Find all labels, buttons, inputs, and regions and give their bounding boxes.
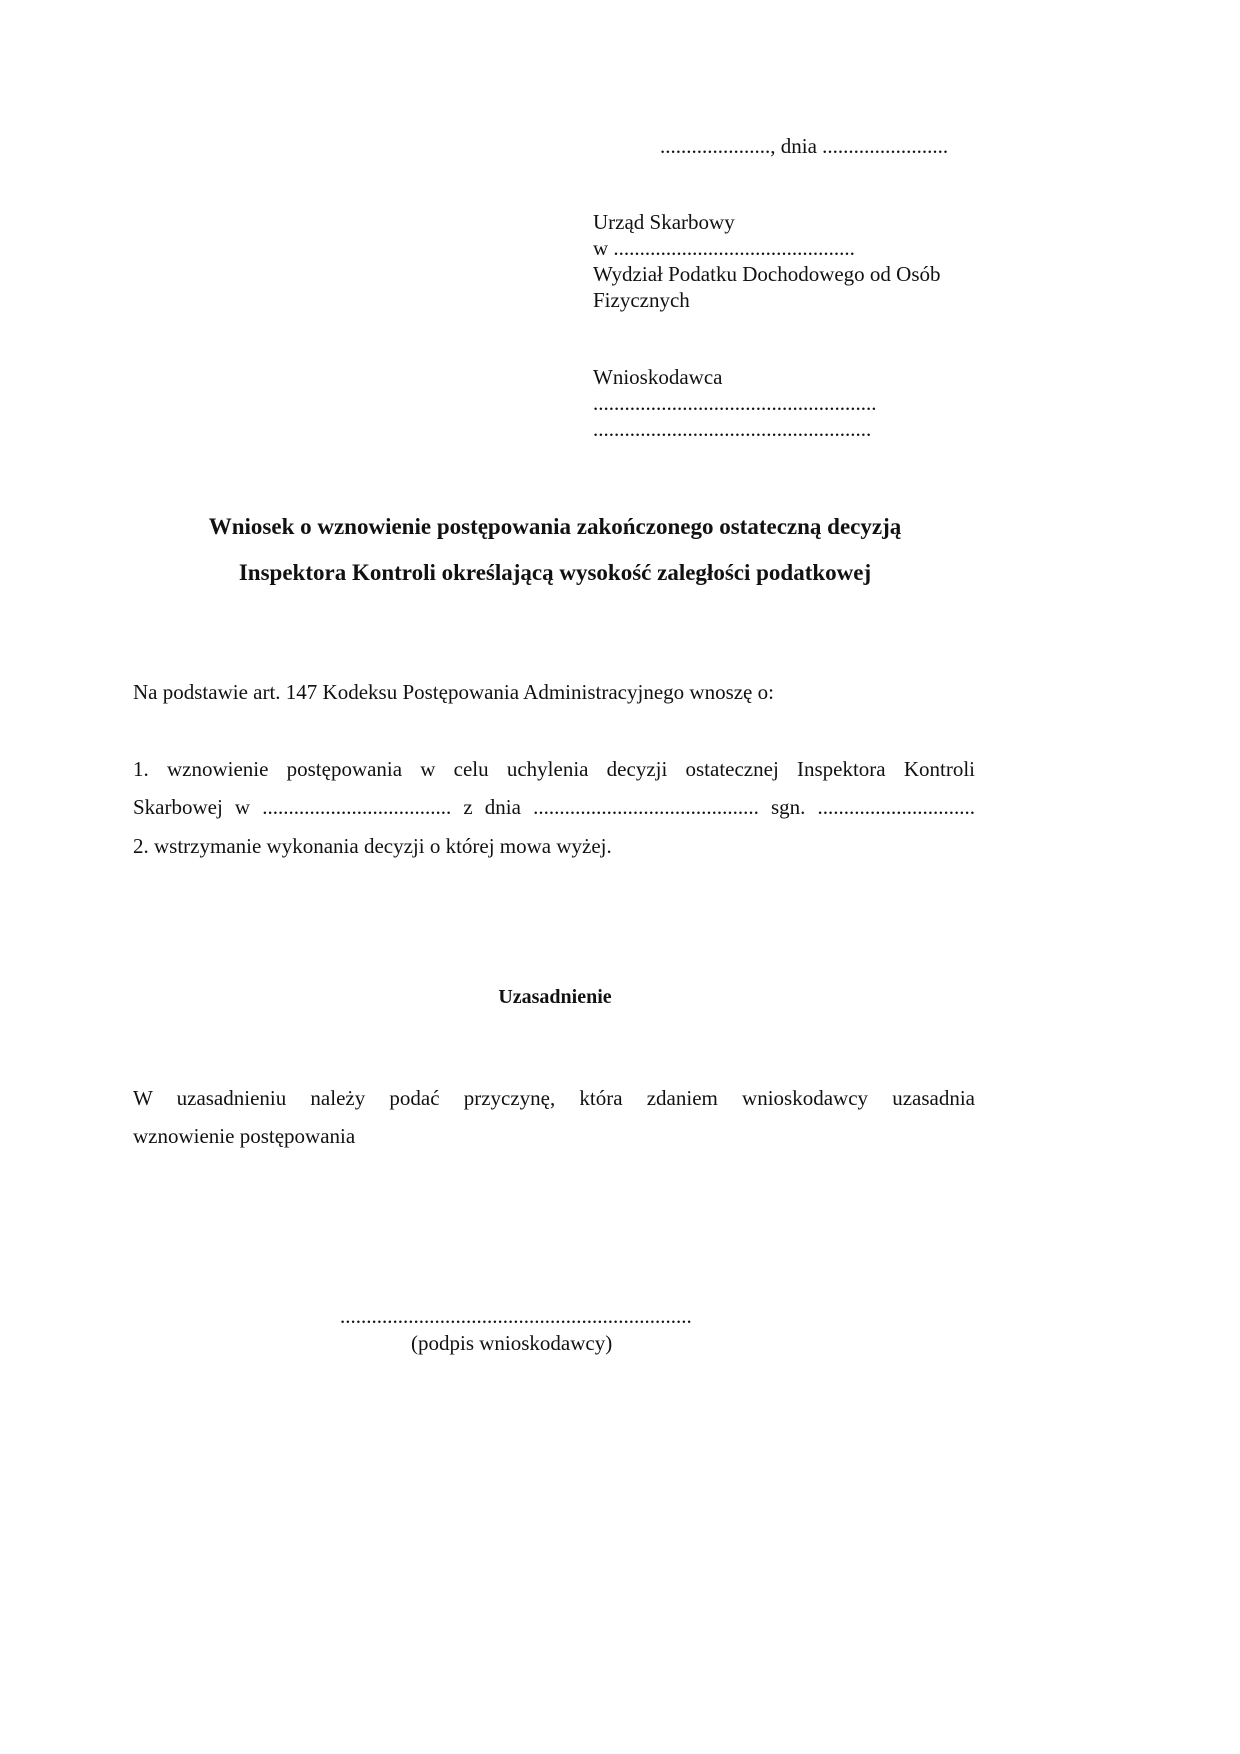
signature-label: (podpis wnioskodawcy) (411, 1331, 613, 1355)
applicant-line-1: ...................................................... (593, 391, 877, 415)
office-city-line: w .............................................. (593, 236, 855, 260)
justification-text: W uzasadnieniu należy podać przyczynę, która zdaniem wnioskodawcy uzasadnia (133, 1086, 975, 1110)
request-item-1: 1. wznowienie postępowania w celu uchylenia decyzji ostatecznej Inspektora Kontroli (133, 757, 975, 781)
document-title-line-1: Wniosek o wznowienie postępowania zakończonego ostateczną decyzją (208, 514, 902, 539)
document-title-line-2: Inspektora Kontroli określającą wysokość zaległości podatkowej (238, 560, 872, 585)
justification-text-cont: wznowienie postępowania (133, 1124, 356, 1148)
justification-heading: Uzasadnienie (498, 986, 612, 1008)
office-department-cont: Fizycznych (593, 288, 690, 312)
signature-line: ................................................................... (340, 1304, 692, 1328)
request-item-2: 2. wstrzymanie wykonania decyzji o której mowa wyżej. (133, 834, 612, 858)
office-name: Urząd Skarbowy (593, 210, 735, 234)
intro-text: Na podstawie art. 147 Kodeksu Postępowania Administracyjnego wnoszę o: (133, 680, 774, 704)
request-item-1-cont: Skarbowej w .................................... z dnia ........................................... sgn. .............................. (133, 795, 975, 819)
place-date-line: ....................., dnia ........................ (660, 134, 949, 158)
applicant-label: Wnioskodawca (593, 365, 723, 389)
applicant-line-2: ..................................................... (593, 417, 872, 441)
office-department: Wydział Podatku Dochodowego od Osób (593, 262, 941, 286)
